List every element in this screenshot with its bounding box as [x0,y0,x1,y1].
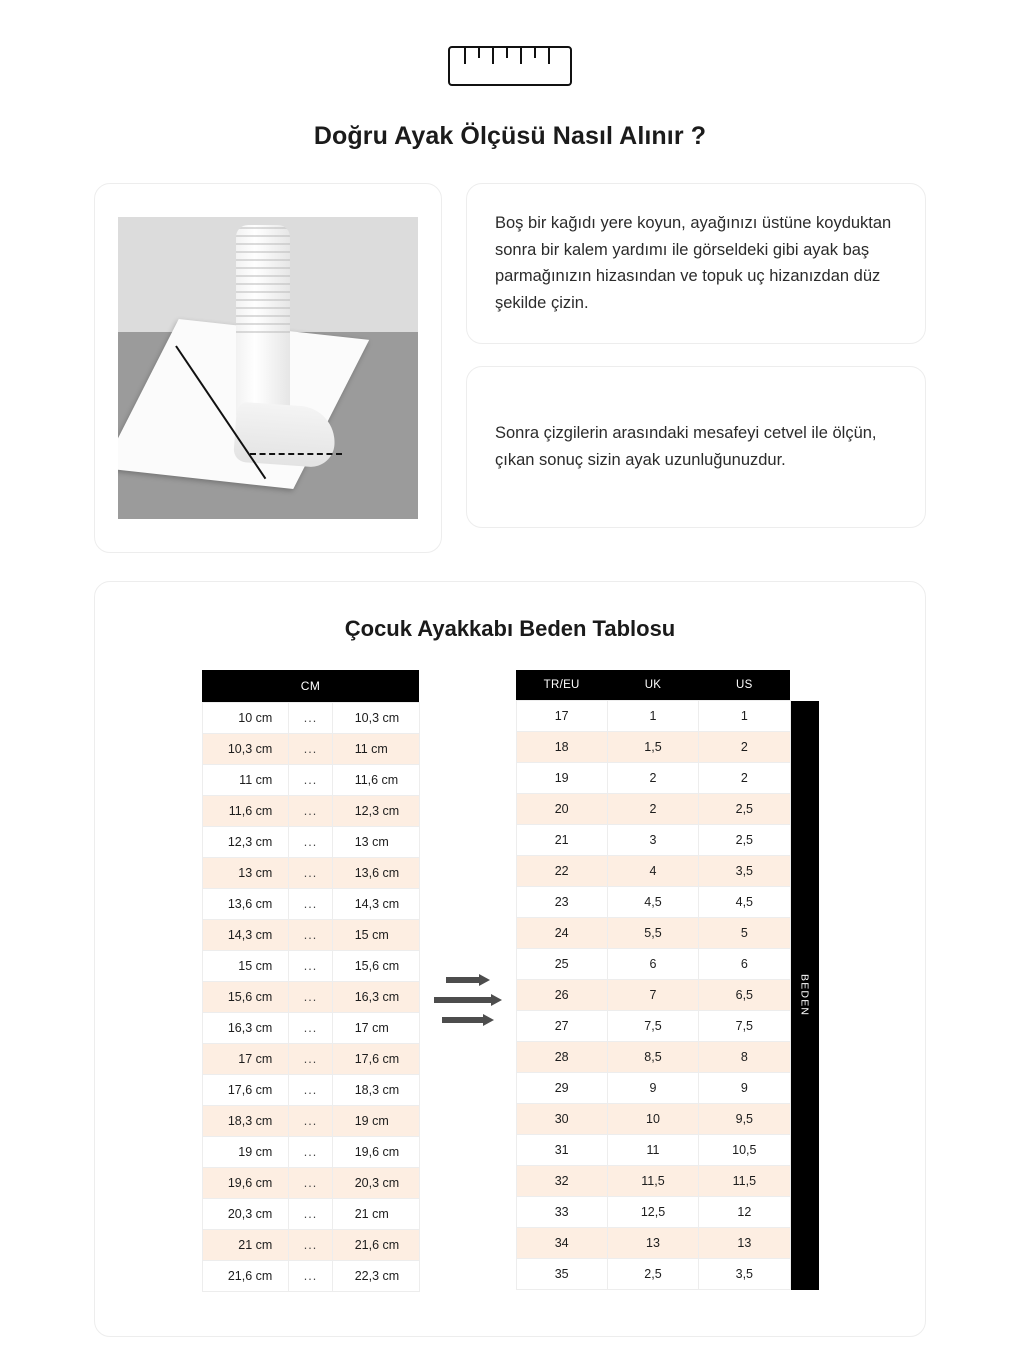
size-tr-eu-value: 31 [516,1135,607,1166]
cm-min-value: 10,3 cm [202,734,289,765]
cm-min-value: 17 cm [202,1044,289,1075]
cm-max-value: 19,6 cm [332,1137,419,1168]
cm-min-value: 21 cm [202,1230,289,1261]
cm-min-value: 16,3 cm [202,1013,289,1044]
cm-min-value: 11 cm [202,765,289,796]
table-row [202,951,419,982]
size-tr-eu-value: 35 [516,1259,607,1290]
size-us-value: 13 [699,1228,790,1259]
size-uk-value: 11 [607,1135,698,1166]
table-row [516,1166,790,1197]
table-row [516,794,790,825]
cm-max-value: 11,6 cm [332,765,419,796]
cm-min-value: 13,6 cm [202,889,289,920]
table-row [516,980,790,1011]
size-us-value: 7,5 [699,1011,790,1042]
table-row [516,825,790,856]
size-uk-value: 1,5 [607,732,698,763]
size-table-wrap [516,670,819,1290]
size-column-header: TR/EU [516,670,607,701]
size-uk-value: 5,5 [607,918,698,949]
cm-table [202,670,420,1292]
size-uk-value: 9 [607,1073,698,1104]
foot-measure-photo-card [94,183,442,553]
table-row [516,949,790,980]
arrow-icon-2 [434,994,502,1005]
cm-max-value: 22,3 cm [332,1261,419,1292]
instruction-step-2: Sonra çizgilerin arasındaki mesafeyi cetvel ile ölçün, çıkan sonuç sizin ayak uzunluğunuzdur. [466,366,926,528]
cm-max-value: 17 cm [332,1013,419,1044]
cm-separator: ... [289,1106,332,1137]
size-us-value: 9,5 [699,1104,790,1135]
size-us-value: 6,5 [699,980,790,1011]
size-column-header: UK [607,670,698,701]
size-us-value: 6 [699,949,790,980]
cm-max-value: 16,3 cm [332,982,419,1013]
cm-separator: ... [289,827,332,858]
cm-separator: ... [289,796,332,827]
cm-separator: ... [289,858,332,889]
cm-max-value: 14,3 cm [332,889,419,920]
table-row [516,887,790,918]
cm-min-value: 14,3 cm [202,920,289,951]
cm-separator: ... [289,765,332,796]
cm-max-value: 18,3 cm [332,1075,419,1106]
size-tr-eu-value: 25 [516,949,607,980]
cm-min-value: 15 cm [202,951,289,982]
size-us-value: 2 [699,763,790,794]
cm-separator: ... [289,1013,332,1044]
cm-max-value: 17,6 cm [332,1044,419,1075]
table-row [202,827,419,858]
beden-vertical-label [791,701,819,1290]
table-row [202,703,419,734]
cm-min-value: 18,3 cm [202,1106,289,1137]
cm-max-value: 11 cm [332,734,419,765]
cm-table-header: CM [202,670,419,703]
conversion-arrows [420,974,516,1025]
cm-separator: ... [289,703,332,734]
size-us-value: 1 [699,701,790,732]
size-tr-eu-value: 33 [516,1197,607,1228]
size-tr-eu-value: 27 [516,1011,607,1042]
size-table [516,670,791,1290]
cm-min-value: 10 cm [202,703,289,734]
photo-sock [236,225,290,420]
cm-separator: ... [289,1075,332,1106]
cm-max-value: 20,3 cm [332,1168,419,1199]
cm-min-value: 15,6 cm [202,982,289,1013]
size-tr-eu-value: 17 [516,701,607,732]
arrow-icon-3 [442,1014,494,1025]
table-row [202,1106,419,1137]
table-row [202,982,419,1013]
table-row [202,1261,419,1292]
size-uk-value: 8,5 [607,1042,698,1073]
size-uk-value: 7 [607,980,698,1011]
table-row [202,858,419,889]
table-row [202,889,419,920]
size-tr-eu-value: 21 [516,825,607,856]
table-row [202,920,419,951]
size-uk-value: 6 [607,949,698,980]
size-us-value: 10,5 [699,1135,790,1166]
size-tr-eu-value: 18 [516,732,607,763]
size-tr-eu-value: 26 [516,980,607,1011]
beden-label-text: BEDEN [798,974,811,1017]
table-row [516,1197,790,1228]
cm-max-value: 15,6 cm [332,951,419,982]
cm-separator: ... [289,951,332,982]
cm-separator: ... [289,1044,332,1075]
table-row [202,796,419,827]
arrow-icon-1 [446,974,490,985]
cm-separator: ... [289,982,332,1013]
size-tr-eu-value: 19 [516,763,607,794]
size-tr-eu-value: 28 [516,1042,607,1073]
size-uk-value: 1 [607,701,698,732]
size-table-header-row [516,670,790,701]
table-row [202,1199,419,1230]
size-us-value: 12 [699,1197,790,1228]
table-row [516,1259,790,1290]
table-row [516,1228,790,1259]
table-row [202,1044,419,1075]
size-uk-value: 11,5 [607,1166,698,1197]
table-row [516,1042,790,1073]
size-tr-eu-value: 23 [516,887,607,918]
cm-separator: ... [289,734,332,765]
instruction-step-1: Boş bir kağıdı yere koyun, ayağınızı üstüne koyduktan sonra bir kalem yardımı ile görseldeki gibi ayak baş parmağınızın hizasından ve topuk uç hizanızdan düz şekilde çizin. [466,183,926,344]
cm-min-value: 17,6 cm [202,1075,289,1106]
size-uk-value: 7,5 [607,1011,698,1042]
size-us-value: 3,5 [699,856,790,887]
cm-separator: ... [289,1261,332,1292]
cm-min-value: 20,3 cm [202,1199,289,1230]
cm-max-value: 13 cm [332,827,419,858]
table-row [516,1073,790,1104]
table-row [202,765,419,796]
size-tr-eu-value: 30 [516,1104,607,1135]
size-us-value: 5 [699,918,790,949]
size-us-value: 11,5 [699,1166,790,1197]
size-table-title: Çocuk Ayakkabı Beden Tablosu [344,616,676,641]
cm-min-value: 19 cm [202,1137,289,1168]
cm-separator: ... [289,1199,332,1230]
table-row [516,856,790,887]
table-row [516,701,790,732]
size-column-header: US [699,670,790,701]
size-uk-value: 13 [607,1228,698,1259]
cm-min-value: 21,6 cm [202,1261,289,1292]
foot-measure-photo [118,217,418,519]
cm-separator: ... [289,920,332,951]
size-uk-value: 4 [607,856,698,887]
size-tr-eu-value: 24 [516,918,607,949]
cm-max-value: 21 cm [332,1199,419,1230]
cm-table-body [202,703,419,1292]
table-row [202,1168,419,1199]
cm-max-value: 10,3 cm [332,703,419,734]
cm-max-value: 12,3 cm [332,796,419,827]
cm-max-value: 13,6 cm [332,858,419,889]
photo-dashed-line [250,453,342,455]
size-tr-eu-value: 32 [516,1166,607,1197]
table-row [202,1075,419,1106]
cm-max-value: 21,6 cm [332,1230,419,1261]
instructions-section [94,183,926,553]
size-uk-value: 2 [607,763,698,794]
table-row [516,1011,790,1042]
cm-max-value: 19 cm [332,1106,419,1137]
cm-min-value: 12,3 cm [202,827,289,858]
size-us-value: 3,5 [699,1259,790,1290]
size-tr-eu-value: 29 [516,1073,607,1104]
table-row [202,1137,419,1168]
cm-min-value: 11,6 cm [202,796,289,827]
size-uk-value: 4,5 [607,887,698,918]
size-uk-value: 3 [607,825,698,856]
table-row [202,1230,419,1261]
instruction-text-column [466,183,926,528]
size-tr-eu-value: 20 [516,794,607,825]
size-uk-value: 12,5 [607,1197,698,1228]
cm-separator: ... [289,1230,332,1261]
cm-separator: ... [289,1137,332,1168]
size-table-card [94,581,926,1337]
table-row [516,1104,790,1135]
cm-min-value: 13 cm [202,858,289,889]
table-row [202,734,419,765]
size-us-value: 2,5 [699,794,790,825]
size-us-value: 2,5 [699,825,790,856]
size-tr-eu-value: 22 [516,856,607,887]
size-us-value: 2 [699,732,790,763]
table-row [516,763,790,794]
size-uk-value: 10 [607,1104,698,1135]
cm-min-value: 19,6 cm [202,1168,289,1199]
table-row [202,1013,419,1044]
cm-max-value: 15 cm [332,920,419,951]
size-uk-value: 2 [607,794,698,825]
size-us-value: 4,5 [699,887,790,918]
size-tables-wrap [95,670,925,1292]
table-row [516,732,790,763]
size-us-value: 8 [699,1042,790,1073]
size-tr-eu-value: 34 [516,1228,607,1259]
size-table-body [516,701,790,1290]
ruler-icon-wrap [0,0,1020,86]
size-uk-value: 2,5 [607,1259,698,1290]
size-us-value: 9 [699,1073,790,1104]
table-row [516,1135,790,1166]
cm-separator: ... [289,889,332,920]
table-row [516,918,790,949]
page-title: Doğru Ayak Ölçüsü Nasıl Alınır ? [313,122,707,150]
cm-separator: ... [289,1168,332,1199]
ruler-icon [448,46,572,86]
